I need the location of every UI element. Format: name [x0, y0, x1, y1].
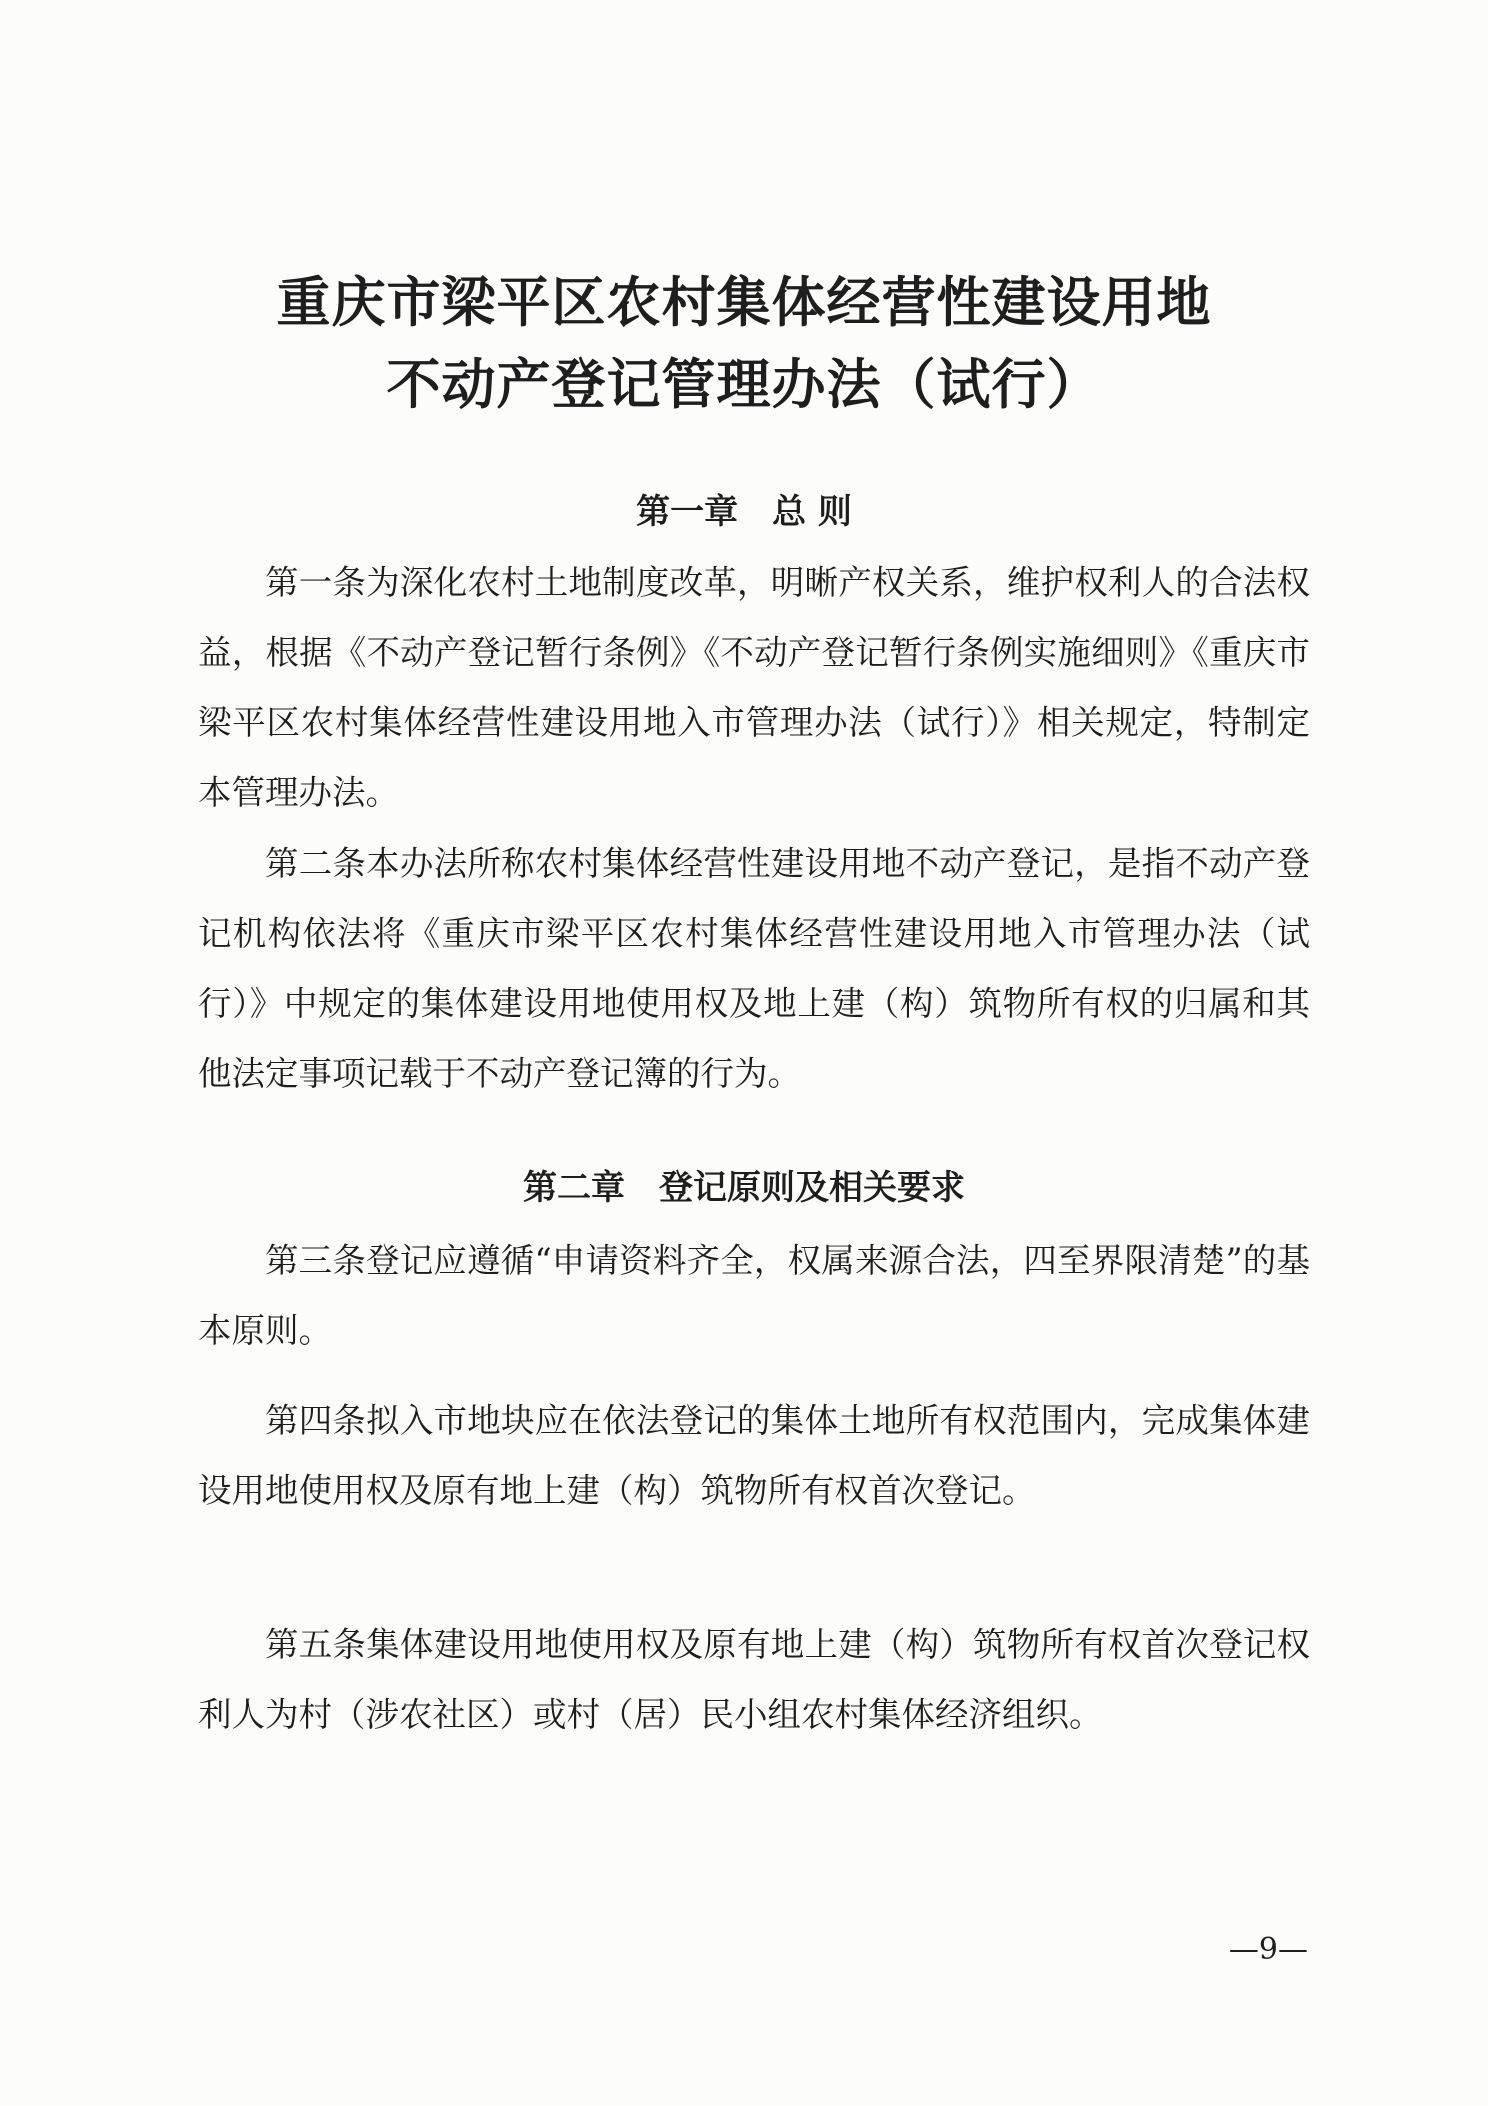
article-2 [198, 829, 1310, 1109]
article-4 [198, 1386, 1310, 1526]
article-5-head: 第五条 [265, 1625, 367, 1664]
title-line-2: 不动产登记管理办法（试行） [386, 353, 1102, 416]
article-4-text: 拟入市地块应在依法登记的集体土地所有权范围内，完成集体建设用地使用权及原有地上建（构）筑物所有权首次登记。 [198, 1401, 1311, 1510]
chapter-heading-2: 第二章 登记原则及相关要求 [523, 1168, 965, 1208]
article-4-head: 第四条 [265, 1401, 367, 1440]
title-line-1: 重庆市梁平区农村集体经营性建设用地 [276, 271, 1212, 334]
article-1-head: 第一条 [265, 563, 367, 602]
page-number: —9— [1228, 1932, 1308, 1967]
article-5-text: 集体建设用地使用权及原有地上建（构）筑物所有权首次登记权利人为村（涉农社区）或村（居）民小组农村集体经济组织。 [198, 1625, 1311, 1734]
article-3-head: 第三条 [265, 1241, 367, 1280]
article-3 [198, 1226, 1310, 1366]
article-1-text: 为深化农村土地制度改革，明晰产权关系，维护权利人的合法权益，根据《不动产登记暂行条例》《不动产登记暂行条例实施细则》《重庆市梁平区农村集体经营性建设用地入市管理办法（试行）》相关规定，特制定本管理办法。 [198, 563, 1311, 812]
article-3-text: 登记应遵循“申请资料齐全，权属来源合法，四至界限清楚”的基本原则。 [198, 1241, 1310, 1350]
article-5 [198, 1610, 1310, 1750]
chapter-heading-1: 第一章 总 则 [636, 492, 852, 532]
article-2-head: 第二条 [265, 844, 367, 883]
article-2-text: 本办法所称农村集体经营性建设用地不动产登记，是指不动产登记机构依法将《重庆市梁平区农村集体经营性建设用地入市管理办法（试行）》中规定的集体建设用地使用权及地上建（构）筑物所有权的归属和其他法定事项记载于不动产登记簿的行为。 [198, 844, 1311, 1093]
document-title [0, 262, 1488, 426]
article-1 [198, 548, 1310, 828]
